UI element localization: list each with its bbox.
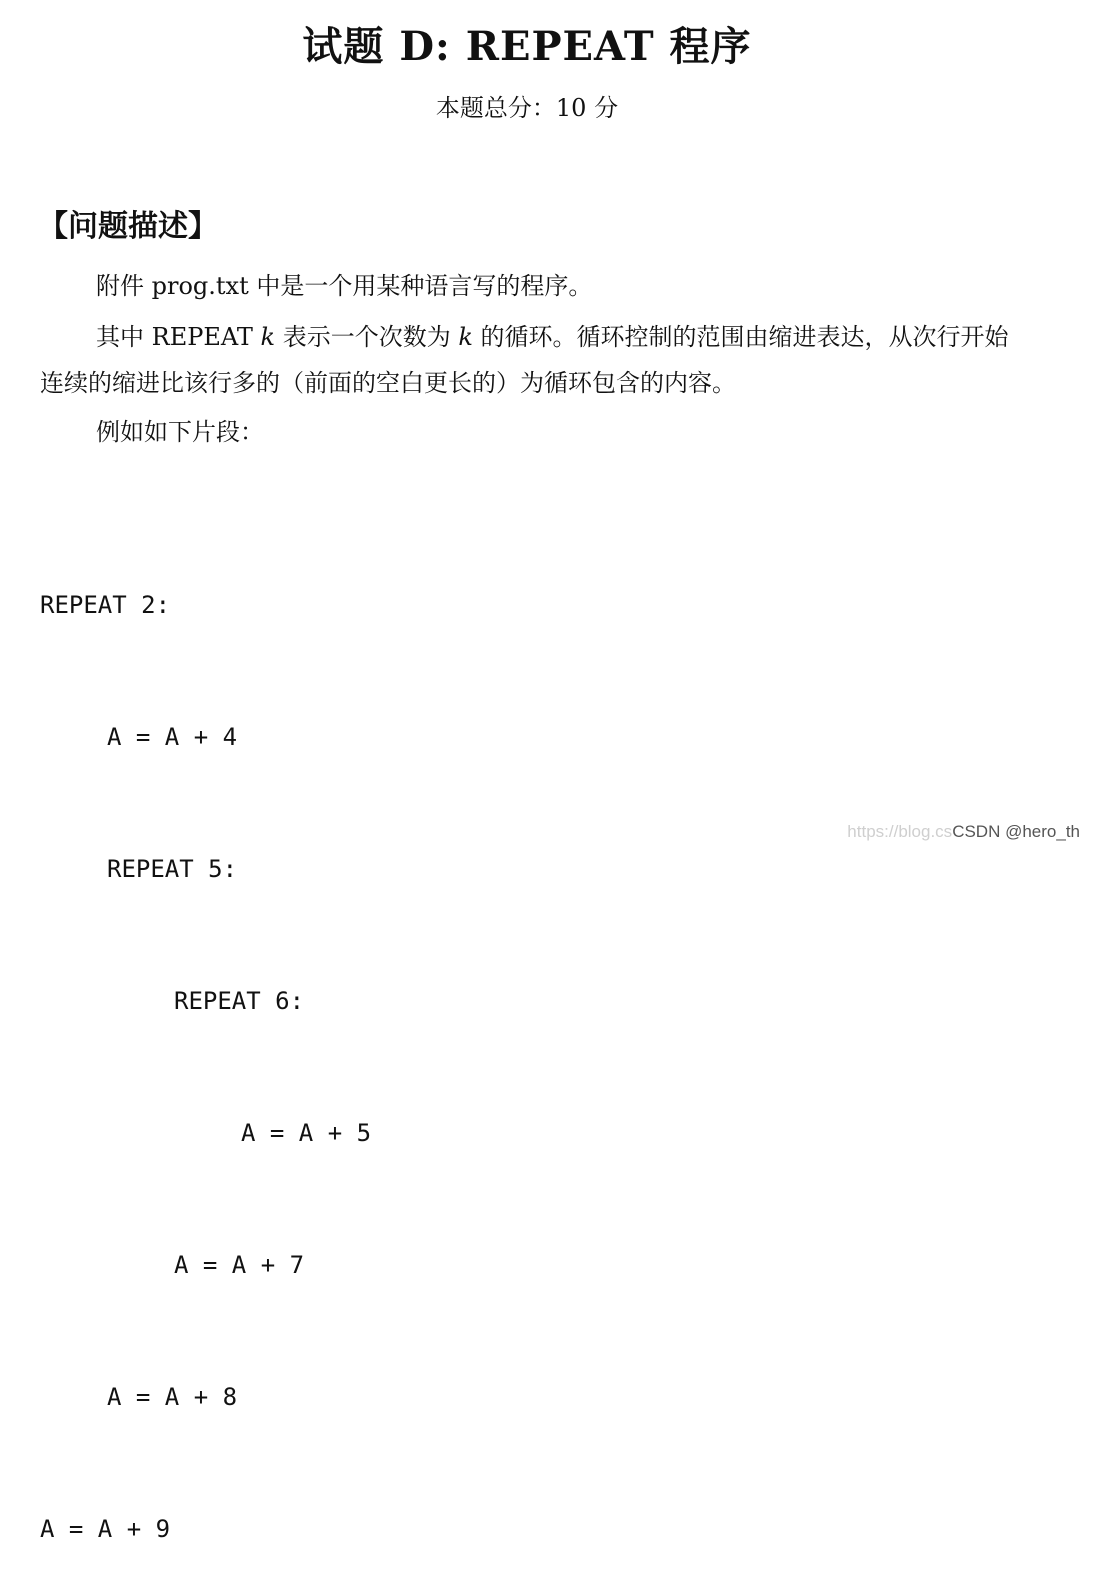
paragraph-text: 表示一个次数为: [275, 323, 459, 351]
variable-k: k: [458, 323, 473, 351]
watermark-url: https://blog.cs: [847, 822, 953, 841]
code-line: A = A + 4: [107, 723, 238, 751]
section-heading-problem-description: 【问题描述】: [38, 209, 218, 244]
code-line: REPEAT 6:: [174, 987, 305, 1015]
total-score: 本题总分：10 分: [435, 94, 619, 122]
watermark-author: CSDN @hero_th: [952, 822, 1080, 841]
paragraph-repeat-explanation: [40, 314, 1030, 406]
csdn-watermark: [847, 820, 1080, 844]
code-line: A = A + 8: [107, 1383, 238, 1411]
paragraph-text: 的循环。循环控制的范围由缩进表达，从次行开始连续的缩进比该行多的（前面的空白更长的）为循环包含的内容。: [40, 323, 1009, 397]
variable-k: k: [260, 323, 276, 351]
code-line: REPEAT 5:: [107, 855, 238, 883]
code-line: A = A + 5: [241, 1119, 372, 1147]
code-example: [40, 495, 371, 1595]
page-title: 试题 D: REPEAT 程序: [302, 23, 752, 70]
code-line: A = A + 9: [40, 1515, 171, 1543]
paragraph-attachment: 附件 prog.txt 中是一个用某种语言写的程序。: [96, 272, 593, 300]
paragraph-example-intro: 例如如下片段：: [96, 418, 264, 446]
code-line: A = A + 7: [174, 1251, 305, 1279]
paragraph-text: 其中 REPEAT: [96, 323, 261, 351]
code-line: REPEAT 2:: [40, 591, 171, 619]
